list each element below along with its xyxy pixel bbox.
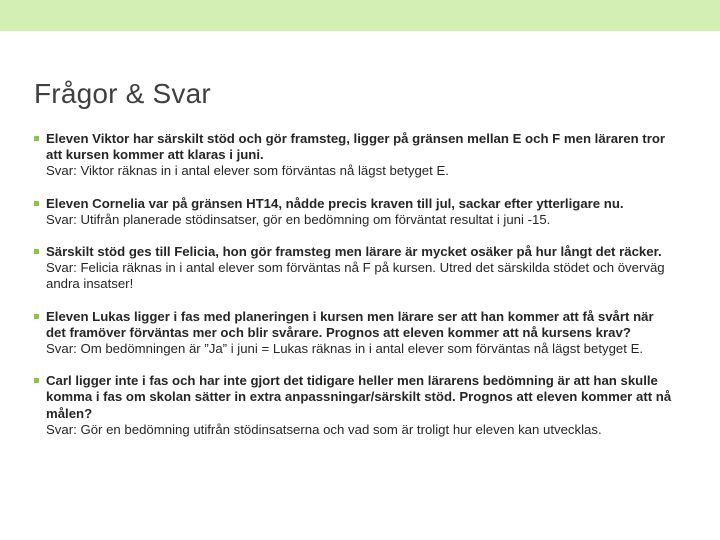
qa-list <box>34 131 674 454</box>
qa-item <box>34 244 674 293</box>
question-text: Eleven Lukas ligger i fas med planeringen i kursen men lärare ser att han kommer att få svårt när det framöver förväntas mer och blir svårare. Prognos att eleven kommer att nå kursens krav? <box>46 308 654 340</box>
question-text: Särskilt stöd ges till Felicia, hon gör framsteg men lärare är mycket osäker på hur långt det räcker. <box>46 244 662 260</box>
question-text: Carl ligger inte i fas och har inte gjort det tidigare heller men lärarens bedömning är att han skulle komma i fas om skolan sätter in extra anpassningar/särskilt stöd. Prognos att eleven kommer att nå målen? <box>46 373 672 421</box>
square-bullet-icon <box>34 249 39 254</box>
square-bullet-icon <box>34 314 39 319</box>
qa-item <box>34 373 674 438</box>
qa-item <box>34 131 674 180</box>
qa-item <box>34 309 674 358</box>
square-bullet-icon <box>34 378 39 383</box>
question-text: Eleven Viktor har särskilt stöd och gör framsteg, ligger på gränsen mellan E och F men läraren tror att kursen kommer att klaras i juni. <box>46 131 666 163</box>
answer-text: Svar: Om bedömningen är ”Ja” i juni = Lukas räknas in i antal elever som förväntas nå lägst betyget E. <box>46 341 644 357</box>
qa-item <box>34 196 674 228</box>
answer-text: Svar: Utifrån planerade stödinsatser, gör en bedömning om förväntat resultat i juni -15. <box>46 211 551 227</box>
question-text: Eleven Cornelia var på gränsen HT14, nådde precis kraven till jul, sackar efter ytterligare nu. <box>46 195 624 211</box>
header-band <box>0 0 720 31</box>
answer-text: Svar: Felicia räknas in i antal elever som förväntas nå F på kursen. Utred det särskilda stödet och överväg andra insatser! <box>46 260 665 292</box>
square-bullet-icon <box>34 201 39 206</box>
square-bullet-icon <box>34 136 39 141</box>
answer-text: Svar: Gör en bedömning utifrån stödinsatserna och vad som är troligt hur eleven kan utvecklas. <box>46 421 602 437</box>
answer-text: Svar: Viktor räknas in i antal elever som förväntas nå lägst betyget E. <box>46 163 449 179</box>
slide-title: Frågor & Svar <box>34 78 211 109</box>
